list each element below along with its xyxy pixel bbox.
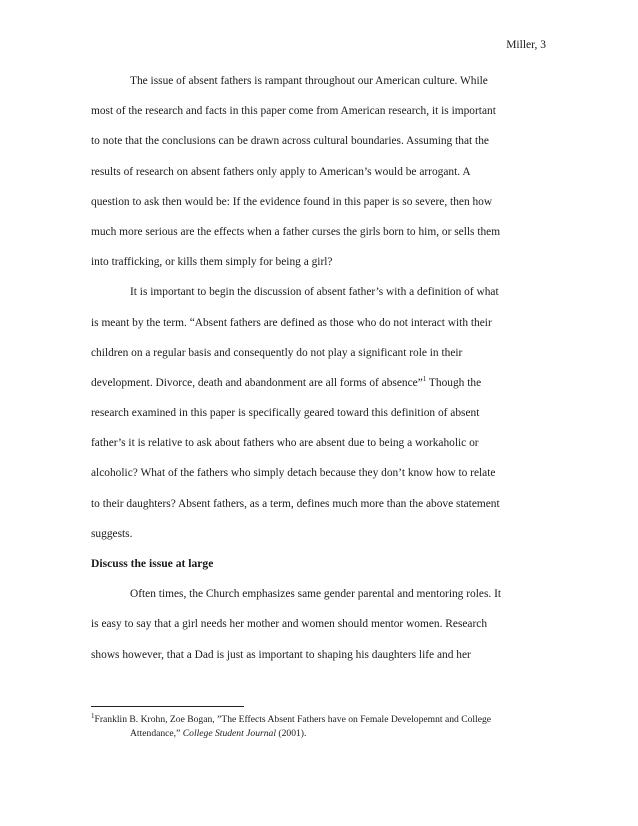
text-line: much more serious are the effects when a father curses the girls born to him, or sells them <box>91 225 501 238</box>
text-segment: development. Divorce, death and abandonment are all forms of absence” <box>91 376 423 389</box>
text-line: children on a regular basis and consequently do not play a significant role in their <box>91 346 463 359</box>
text-line-with-footnote <box>91 376 547 406</box>
text-line: results of research on absent fathers only apply to American’s would be arrogant. A <box>91 165 471 178</box>
text-line: shows however, that a Dad is just as important to shaping his daughters life and her <box>91 648 471 661</box>
footnote-line <box>91 727 561 741</box>
running-head: Miller, 3 <box>506 39 546 51</box>
footnote-text: (2001). <box>276 728 307 739</box>
text-line: alcoholic? What of the fathers who simply detach because they don’t know how to relate <box>91 467 496 480</box>
journal-title: College Student Journal <box>182 728 277 739</box>
text-line: research examined in this paper is specifically geared toward this definition of absent <box>91 407 480 420</box>
text-line: suggests. <box>91 527 133 540</box>
text-line: most of the research and facts in this paper come from American research, it is important <box>91 105 496 118</box>
text-segment: Though the <box>426 376 482 389</box>
footnote-text: Franklin B. Krohn, Zoe Bogan, ”The Effects Absent Fathers have on Female Developemnt and College <box>94 714 492 725</box>
text-line: is meant by the term. “Absent fathers are defined as those who do not interact with their <box>91 316 492 329</box>
text-line: father’s it is relative to ask about fathers who are absent due to being a workaholic or <box>91 437 479 450</box>
footnote-line <box>91 713 561 727</box>
section-heading: Discuss the issue at large <box>91 557 214 570</box>
text-line: to their daughters? Absent fathers, as a term, defines much more than the above statement <box>91 497 500 510</box>
text-line: to note that the conclusions can be drawn across cultural boundaries. Assuming that the <box>91 135 489 148</box>
text-line: is easy to say that a girl needs her mother and women should mentor women. Research <box>91 618 488 631</box>
footnote-mark: 1 <box>91 711 95 720</box>
footnote-separator <box>91 706 244 707</box>
footnote-text: Attendance,” <box>130 728 183 739</box>
text-line: Often times, the Church emphasizes same gender parental and mentoring roles. It <box>130 588 502 601</box>
text-line: It is important to begin the discussion of absent father’s with a definition of what <box>130 286 499 299</box>
text-line: question to ask then would be: If the evidence found in this paper is so severe, then how <box>91 195 493 208</box>
body-text <box>91 74 547 678</box>
footnote <box>91 713 561 741</box>
text-line: into trafficking, or kills them simply for being a girl? <box>91 256 333 269</box>
footnote-reference[interactable]: 1 <box>422 375 427 384</box>
text-line: The issue of absent fathers is rampant throughout our American culture. While <box>130 75 488 87</box>
